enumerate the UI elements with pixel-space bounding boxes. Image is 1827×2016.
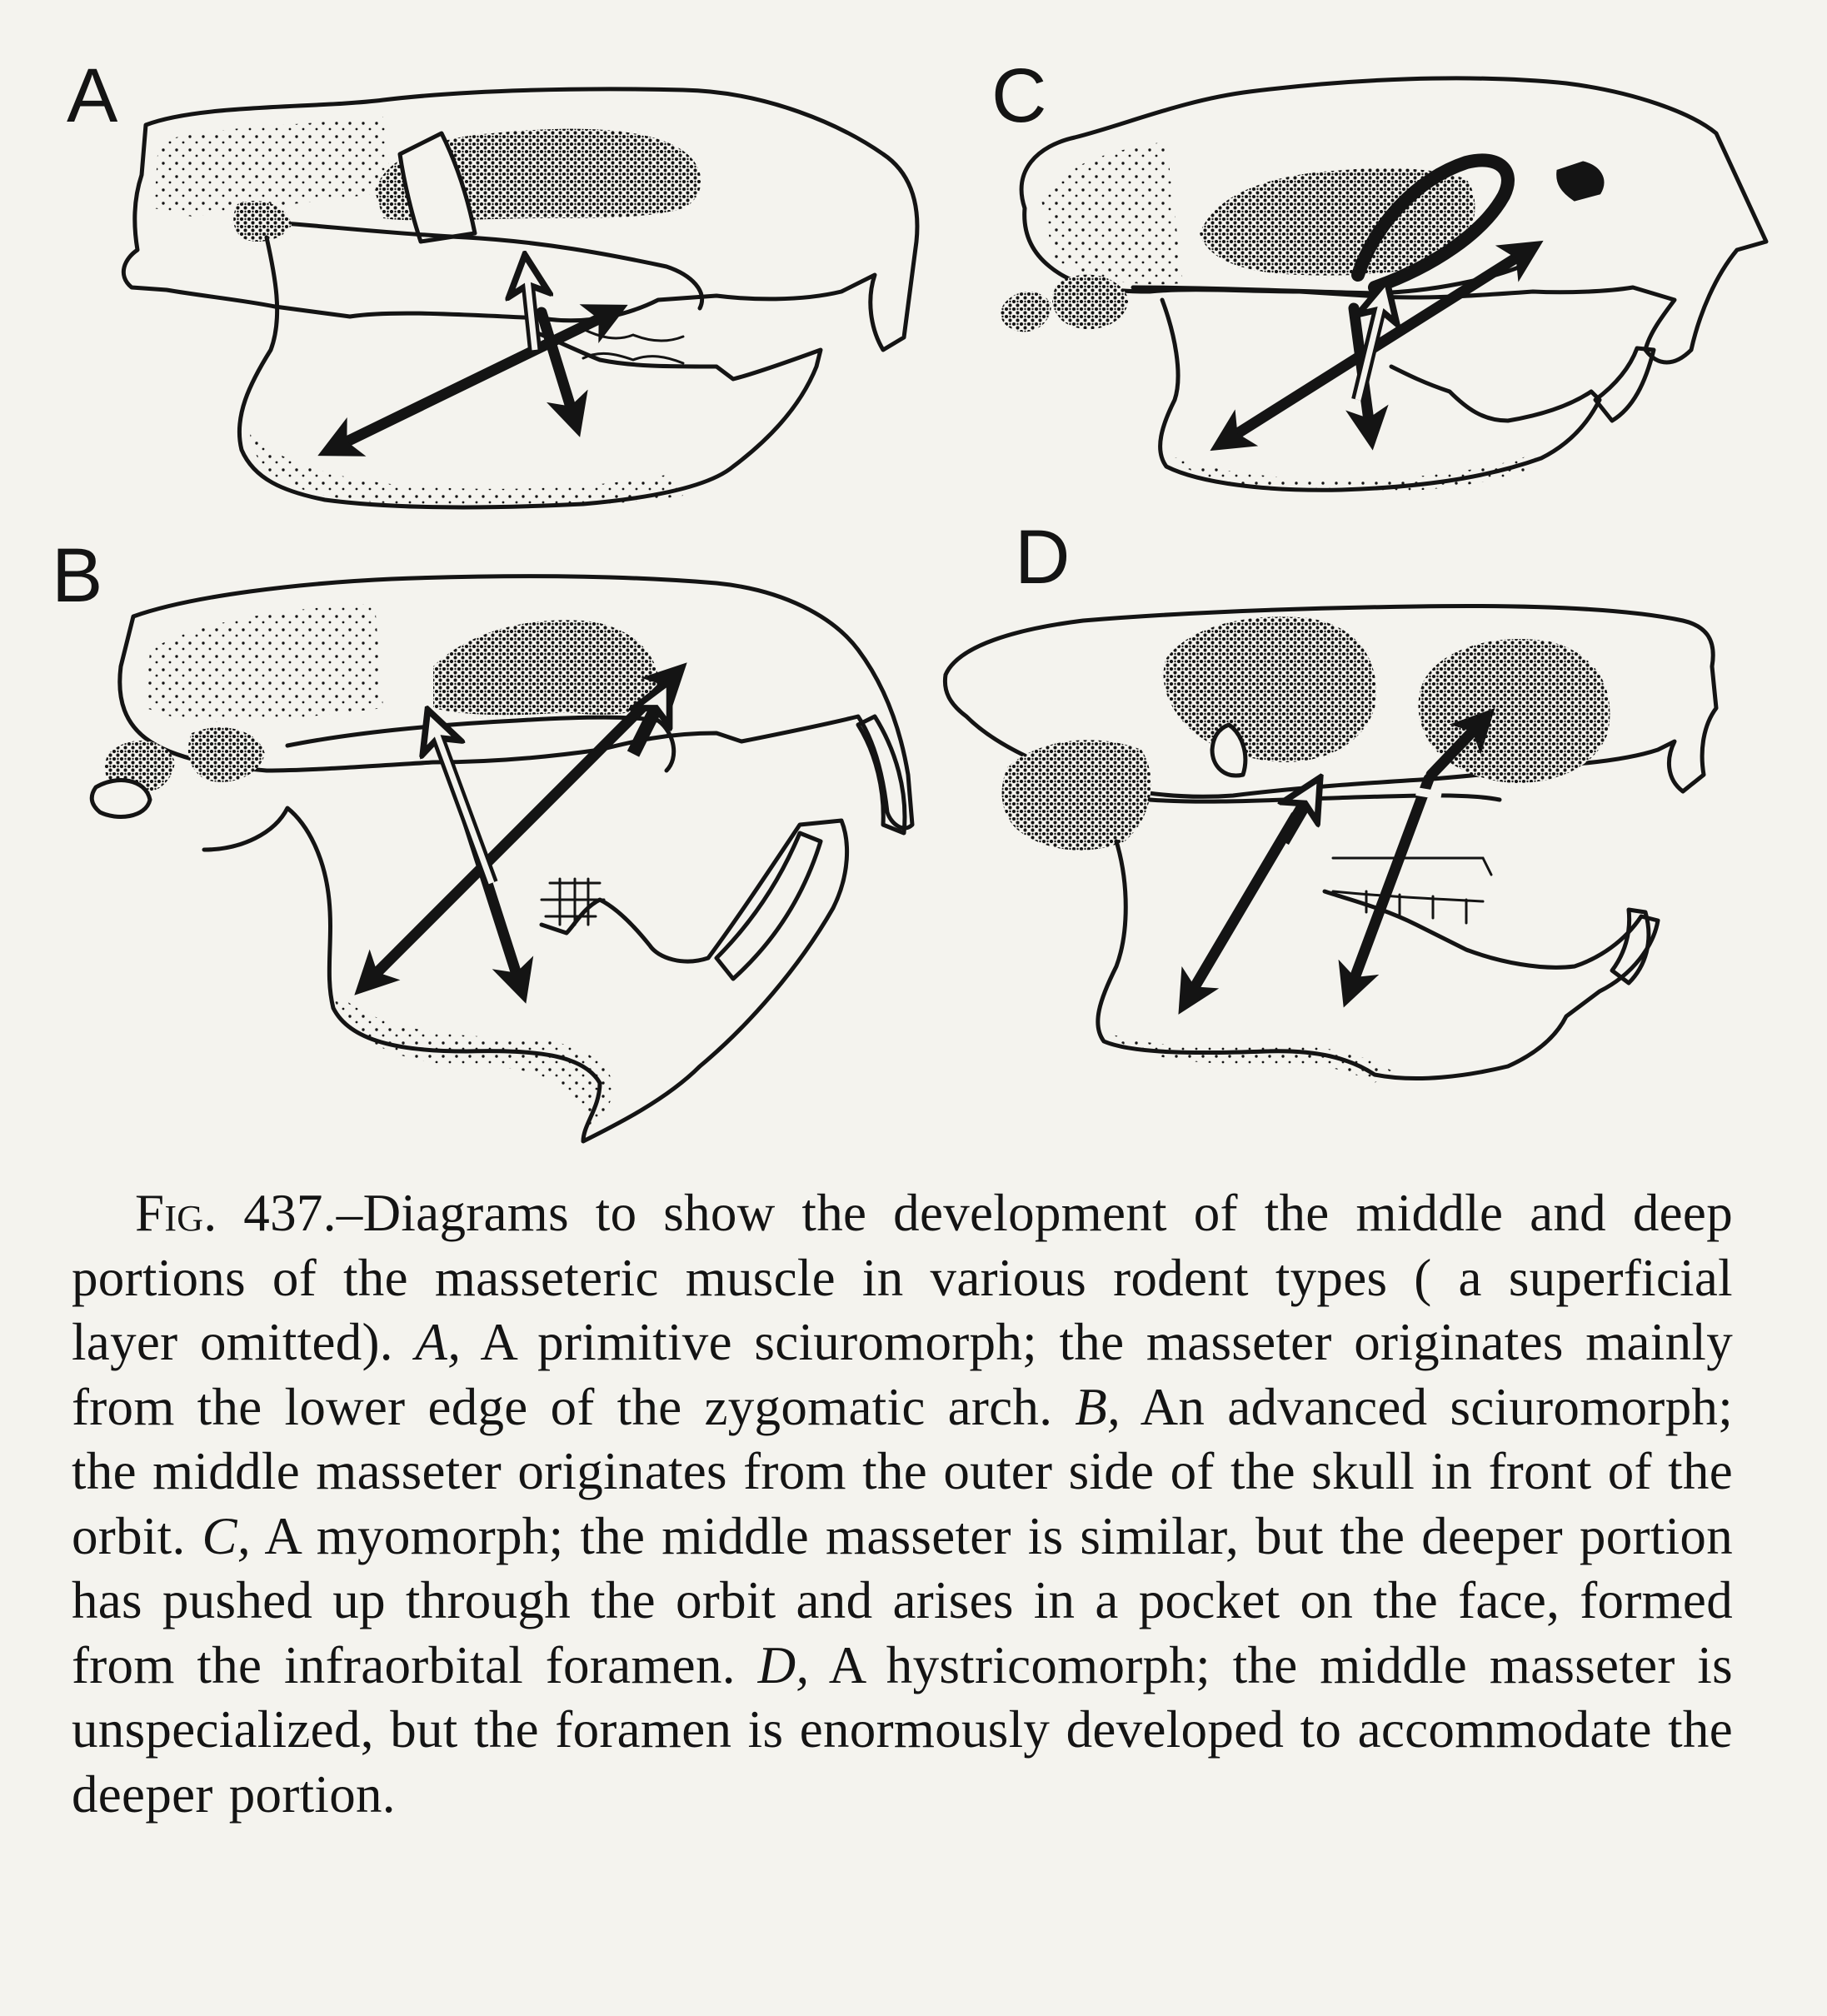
figure-label: Fig. 437. [135, 1184, 337, 1242]
figure-caption [72, 1181, 1733, 1827]
panel-c [991, 53, 1766, 492]
panel-b-deep-arrow-open-core [437, 733, 492, 883]
caption-paragraph [72, 1181, 1733, 1827]
panel-d-orbit [1163, 616, 1375, 762]
panel-c-mandible-stipple [1166, 454, 1541, 492]
panel-letter-d: D [1015, 515, 1071, 600]
panel-a-condyle [233, 201, 292, 242]
panel-letter-a: A [67, 53, 118, 138]
panel-b-bulla-lobe [92, 781, 150, 817]
panel-c-nasal-knob [1558, 162, 1603, 200]
panel-b [52, 533, 912, 1141]
panel-d-deep-arrow-gap [1416, 791, 1441, 796]
caption-key-b: B, [1075, 1377, 1121, 1436]
panel-letter-c: C [991, 53, 1047, 138]
panel-letter-b: B [52, 533, 103, 618]
panel-d-condyle-region [1002, 740, 1151, 850]
caption-text-d: A hystricomorph; the middle masseter is unspecialized, but the foramen is enormously developed to accommodate the deeper portion. [72, 1635, 1733, 1824]
caption-intro: Diagrams to show the development of the middle and deep portions of the masseteric muscle in various rodent types ( a superficial layer omitted). [72, 1184, 1733, 1371]
panel-b-mandible [204, 808, 847, 1141]
panel-b-braincase-stipple [146, 604, 383, 721]
panel-c-incisor [1595, 348, 1654, 421]
panel-b-lower-incisor [716, 833, 821, 979]
caption-key-c: C, [202, 1506, 251, 1565]
panel-a-braincase-stipple [154, 117, 392, 217]
panel-c-ear-bulla [1001, 292, 1051, 332]
caption-text-c: A myomorph; the middle masseter is similar, but the deeper portion has pushed up through the orbit and arises in a pocket on the face, formed from the infraorbital foramen. [72, 1506, 1733, 1694]
caption-key-d: D, [757, 1635, 810, 1694]
panel-d-mandible [1098, 841, 1658, 1079]
panel-d-masseter-arrow-solid [1187, 816, 1295, 1000]
panel-d [945, 515, 1716, 1083]
panel-a-masseter-arrow-solid [333, 312, 612, 448]
panel-b-orbit [433, 620, 660, 715]
panel-c-condyle [1052, 275, 1129, 330]
panel-c-braincase-stipple [1041, 142, 1183, 284]
caption-dash: – [336, 1184, 363, 1242]
panel-b-condyle [188, 727, 265, 782]
caption-key-a: A, [415, 1313, 462, 1371]
panel-d-deep-arrow-solid [1350, 779, 1429, 991]
caption-text-b: An advanced sciuromorph; the middle masseter originates from the outer side of the skull in front of the orbit. [72, 1377, 1733, 1565]
panel-a [67, 53, 917, 507]
panel-b-mandible-stipple [329, 983, 616, 1133]
panel-d-cheek-teeth [1333, 858, 1491, 923]
caption-text-a: A primitive sciuromorph; the masseter originates mainly from the lower edge of the zygomatic arch. [72, 1313, 1733, 1436]
panel-d-mandible-stipple [1108, 1033, 1391, 1083]
